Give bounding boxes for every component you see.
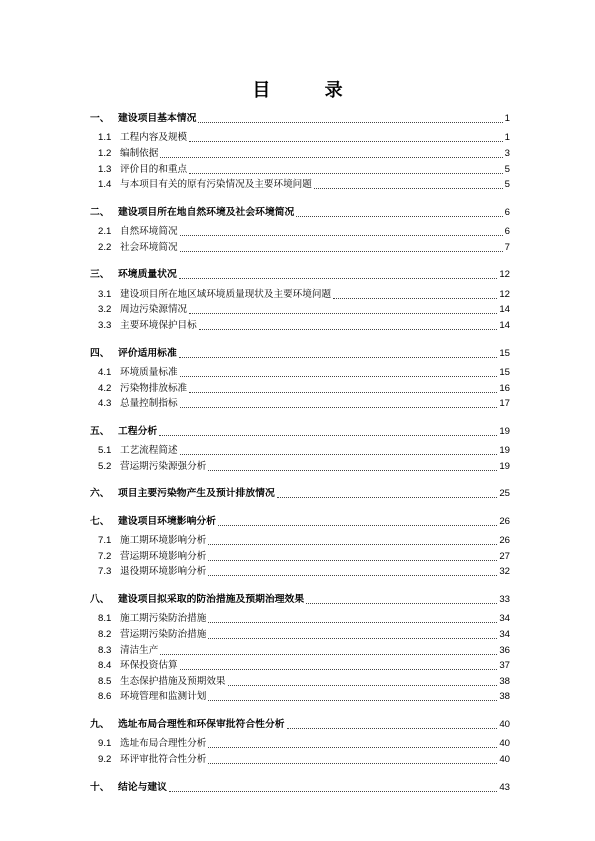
toc-page-number: 32 [499,566,510,578]
toc-chapter-entry[interactable] [90,778,510,794]
toc-entry-label: 营运期污染防治措施 [120,629,207,641]
toc-section-entry[interactable] [90,441,510,457]
toc-dot-leader [179,347,498,358]
toc-page-number: 26 [499,535,510,547]
toc-entry-number: 2.1 [98,226,112,238]
toc-entry-label: 评价目的和重点 [120,163,188,175]
toc-entry-label: 工艺流程简述 [120,445,178,457]
toc-dot-leader [198,112,502,123]
toc-page-number: 40 [499,738,510,750]
toc-entry-number: 9.2 [98,753,112,765]
page-title: 目 录 [252,80,367,101]
toc-section-entry[interactable] [90,316,510,332]
toc-entry-label: 环境质量状况 [118,269,177,281]
toc-chapter-entry[interactable] [90,512,510,528]
toc-entry-number: 3.3 [98,319,112,331]
toc-page-number: 17 [499,398,510,410]
toc-page-number: 16 [499,382,510,394]
toc-entry-label: 施工期环境影响分析 [120,535,207,547]
toc-entry-number: 三、 [90,269,110,281]
toc-page-number: 12 [499,269,510,281]
toc-section-entry[interactable] [90,657,510,673]
toc-entry-label: 工程内容及规模 [120,132,188,144]
toc-entry-label: 污染物排放标准 [120,382,188,394]
toc-page-number: 6 [504,206,510,218]
toc-chapter-entry[interactable] [90,422,510,438]
toc-entry-number: 7.3 [98,566,112,578]
toc-chapter-entry[interactable] [90,109,510,125]
toc-section-entry[interactable] [90,301,510,317]
toc-section-entry[interactable] [90,363,510,379]
toc-page-number: 1 [504,132,510,144]
toc-page-number: 25 [499,488,510,500]
toc-entry-number: 八、 [90,594,110,606]
toc-dot-leader [208,550,497,561]
toc-page-number: 34 [499,629,510,641]
toc-dot-leader [180,241,503,252]
toc-chapter-entry[interactable] [90,590,510,606]
toc-section-entry[interactable] [90,563,510,579]
toc-entry-number: 九、 [90,718,110,730]
toc-dot-leader [277,487,498,498]
toc-section-entry[interactable] [90,238,510,254]
toc-page-number: 6 [504,226,510,238]
toc-section-entry[interactable] [90,379,510,395]
toc-entry-number: 8.4 [98,660,112,672]
toc-entry-number: 7.1 [98,535,112,547]
toc-section-entry[interactable] [90,223,510,239]
toc-dot-leader [169,781,497,792]
toc-entry-number: 5.2 [98,460,112,472]
toc-dot-leader [180,444,498,455]
toc-entry-number: 2.2 [98,241,112,253]
toc-entry-label: 结论与建议 [118,781,167,793]
toc-entry-label: 选址布局合理性分析 [120,738,207,750]
toc-dot-leader [180,659,498,670]
toc-page-number: 37 [499,660,510,672]
toc-entry-number: 8.5 [98,675,112,687]
toc-entry-number: 1.1 [98,132,112,144]
toc-dot-leader [208,460,497,471]
toc-section-entry[interactable] [90,160,510,176]
toc-entry-number: 一、 [90,113,110,124]
toc-page-number: 7 [504,241,510,253]
toc-page-number: 34 [499,613,510,625]
table-of-contents [90,109,510,794]
toc-chapter-entry[interactable] [90,203,510,219]
toc-section-entry[interactable] [90,285,510,301]
toc-page-number: 19 [499,445,510,457]
toc-dot-leader [189,163,503,174]
toc-dot-leader [160,644,497,655]
toc-entry-number: 七、 [90,515,110,527]
toc-entry-label: 建设项目基本情况 [118,113,197,124]
toc-entry-label: 建设项目所在地自然环境及社会环境简况 [118,206,295,218]
toc-section-entry[interactable] [90,395,510,411]
toc-page-number: 38 [499,675,510,687]
toc-entry-number: 1.3 [98,163,112,175]
toc-dot-leader [287,718,498,729]
toc-entry-number: 8.2 [98,629,112,641]
toc-page-number: 33 [499,594,510,606]
toc-dot-leader [189,382,497,393]
toc-dot-leader [228,675,498,686]
toc-dot-leader [208,690,497,701]
toc-dot-leader [296,206,502,217]
toc-dot-leader [180,397,498,408]
toc-entry-label: 施工期污染防治措施 [120,613,207,625]
toc-page-number: 38 [499,691,510,703]
toc-page-number: 19 [499,460,510,472]
toc-dot-leader [208,565,497,576]
toc-dot-leader [208,534,497,545]
toc-dot-leader [199,319,498,330]
toc-entry-label: 项目主要污染物产生及预计排放情况 [118,488,275,500]
toc-entry-label: 编制依据 [120,147,159,159]
toc-section-entry[interactable] [90,457,510,473]
toc-entry-label: 主要环境保护目标 [120,319,197,331]
toc-section-entry[interactable] [90,672,510,688]
toc-entry-number: 4.2 [98,382,112,394]
toc-entry-label: 与本项目有关的原有污染情况及主要环境问题 [120,179,312,191]
toc-chapter-entry[interactable] [90,265,510,281]
toc-chapter-entry[interactable] [90,344,510,360]
toc-page-number: 3 [504,147,510,159]
toc-page-number: 27 [499,550,510,562]
toc-entry-number: 8.6 [98,691,112,703]
toc-entry-label: 营运期环境影响分析 [120,550,207,562]
toc-entry-label: 社会环境简况 [120,241,178,253]
toc-entry-number: 3.1 [98,288,112,300]
toc-dot-leader [208,753,497,764]
toc-page-number: 19 [499,425,510,437]
toc-entry-number: 1.4 [98,179,112,191]
toc-dot-leader [189,131,503,142]
toc-entry-number: 7.2 [98,550,112,562]
toc-section-entry[interactable] [90,144,510,160]
toc-page-number: 36 [499,644,510,656]
toc-page-number: 15 [499,347,510,359]
toc-entry-label: 选址布局合理性和环保审批符合性分析 [118,718,285,730]
toc-entry-label: 环境管理和监测计划 [120,691,207,703]
toc-dot-leader [180,225,503,236]
toc-entry-label: 清洁生产 [120,644,159,656]
toc-dot-leader [180,366,498,377]
toc-entry-number: 二、 [90,206,110,218]
toc-entry-number: 8.1 [98,613,112,625]
toc-entry-number: 1.2 [98,147,112,159]
toc-entry-label: 总量控制指标 [120,398,178,410]
toc-page-number: 26 [499,515,510,527]
toc-page-number: 14 [499,319,510,331]
toc-section-entry[interactable] [90,610,510,626]
toc-page-number: 43 [499,781,510,793]
toc-section-entry[interactable] [90,532,510,548]
toc-entry-number: 5.1 [98,445,112,457]
toc-dot-leader [306,593,497,604]
toc-entry-number: 五、 [90,425,110,437]
toc-dot-leader [189,303,497,314]
toc-dot-leader [314,178,503,189]
toc-entry-label: 建设项目拟采取的防治措施及预期治理效果 [118,594,305,606]
toc-page-number: 5 [504,163,510,175]
toc-entry-label: 周边污染源情况 [120,304,188,316]
toc-page-number: 40 [499,753,510,765]
toc-entry-number: 8.3 [98,644,112,656]
toc-dot-leader [208,737,497,748]
toc-entry-label: 环境质量标准 [120,366,178,378]
toc-entry-label: 建设项目环境影响分析 [118,515,216,527]
toc-entry-label: 营运期污染源强分析 [120,460,207,472]
toc-page-number: 14 [499,304,510,316]
toc-entry-label: 工程分析 [118,425,158,437]
toc-page-number: 5 [504,179,510,191]
toc-dot-leader [218,515,497,526]
toc-page-number: 40 [499,718,510,730]
toc-section-entry[interactable] [90,176,510,192]
toc-entry-label: 评价适用标准 [118,347,177,359]
toc-entry-number: 4.3 [98,398,112,410]
toc-page-number: 1 [504,113,510,124]
toc-section-entry[interactable] [90,735,510,751]
toc-dot-leader [208,628,497,639]
toc-section-entry[interactable] [90,688,510,704]
toc-entry-label: 建设项目所在地区域环境质量现状及主要环境问题 [120,288,332,300]
toc-section-entry[interactable] [90,750,510,766]
toc-dot-leader [208,612,497,623]
toc-dot-leader [159,425,497,436]
toc-chapter-entry[interactable] [90,484,510,500]
toc-page-number: 15 [499,366,510,378]
toc-entry-number: 四、 [90,347,110,359]
toc-entry-number: 六、 [90,488,110,500]
toc-dot-leader [160,147,502,158]
toc-entry-label: 退役期环境影响分析 [120,566,207,578]
toc-dot-leader [333,288,497,299]
toc-entry-number: 3.2 [98,304,112,316]
toc-page-number: 12 [499,288,510,300]
toc-entry-label: 环保投资估算 [120,660,178,672]
toc-entry-label: 环评审批符合性分析 [120,753,207,765]
toc-section-entry[interactable] [90,129,510,145]
toc-dot-leader [179,268,498,279]
toc-section-entry[interactable] [90,625,510,641]
toc-section-entry[interactable] [90,547,510,563]
toc-entry-number: 4.1 [98,366,112,378]
toc-entry-label: 自然环境简况 [120,226,178,238]
toc-entry-number: 十、 [90,781,110,793]
toc-entry-number: 9.1 [98,738,112,750]
toc-entry-label: 生态保护措施及预期效果 [120,675,226,687]
toc-chapter-entry[interactable] [90,715,510,731]
toc-section-entry[interactable] [90,641,510,657]
